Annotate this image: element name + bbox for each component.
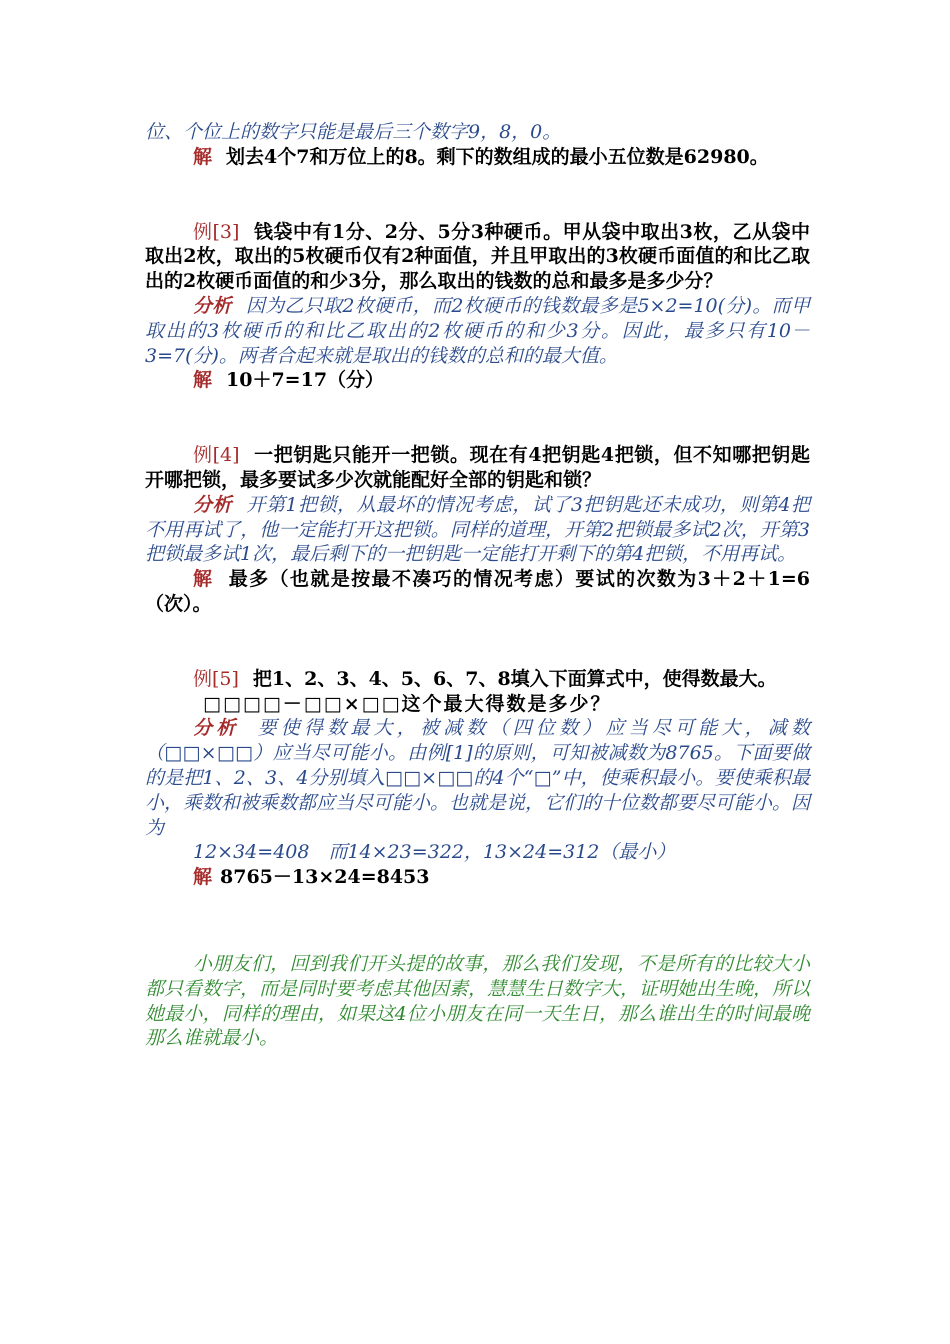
analysis-label: 分析 (193, 717, 240, 740)
example-4-question (145, 443, 810, 493)
example-3-solution-text: 10＋7=17（分） (226, 369, 385, 392)
example-4-solution-text: 最多（也就是按最不凑巧的情况考虑）要试的次数为3＋2＋1=6（次）。 (145, 568, 810, 615)
example-5-calculation: 12×34=408 而14×23=322，13×24=312（最小） (193, 841, 676, 864)
example-5-solution-text: 8765－13×24=8453 (220, 866, 430, 889)
intro-analysis-line: 位、个位上的数字只能是最后三个数字9，8，0。 (145, 121, 562, 143)
example-3-label: 例[3] (193, 220, 240, 243)
solution-label: 解 (193, 369, 213, 392)
example-3-analysis (145, 294, 810, 368)
solution-label: 解 (193, 145, 213, 168)
example-5-question-line2: □□□□－□□×□□这个最大得数是多少？ (203, 692, 612, 715)
example-3-solution (145, 368, 810, 393)
example-5-question (145, 667, 810, 692)
example-4-question-text: 一把钥匙只能开一把锁。现在有4把钥匙4把锁，但不知哪把钥匙开哪把锁，最多要试多少次就能配好全部的钥匙和锁？ (145, 444, 810, 491)
example-3-analysis-text: 因为乙只取2枚硬币，而2枚硬币的钱数最多是5×2=10(分)。而甲取出的3枚硬币的和比乙取出的2枚硬币的和少3分。因此，最多只有10－3=7(分)。两者合起来就是取出的钱数的总和的最大值。 (145, 294, 810, 367)
example-5-analysis (145, 716, 810, 840)
example-5-label: 例[5] (193, 667, 239, 690)
intro-solution-text: 划去4个7和万位上的8。剩下的数组成的最小五位数是62980。 (226, 145, 769, 168)
example-4-analysis (145, 493, 810, 567)
example-5-solution (145, 865, 810, 890)
analysis-label: 分析 (193, 294, 232, 317)
intro-solution (145, 145, 810, 170)
example-4-analysis-text: 开第1把锁，从最坏的情况考虑，试了3把钥匙还未成功，则第4把不用再试了，他一定能打开这把锁。同样的道理，开第2把锁最多试2次，开第3把锁最多试1次，最后剩下的一把钥匙一定能打开剩下的第4把锁，不用再试。 (145, 493, 810, 566)
closing-paragraph: 小朋友们，回到我们开头提的故事，那么我们发现，不是所有的比较大小都只看数字，而是同时要考虑其他因素，慧慧生日数字大，证明她出生晚，所以她最小，同样的理由，如果这4位小朋友在同一天生日，那么谁出生的时间最晚那么谁就最小。 (145, 952, 811, 1050)
solution-label: 解 (193, 568, 214, 591)
example-3-question (145, 220, 810, 294)
document-page (145, 120, 810, 1051)
example-5-question-line1: 把1、2、3、4、5、6、7、8填入下面算式中，使得数最大。 (252, 667, 777, 690)
example-4-label: 例[4] (193, 444, 240, 467)
example-3-question-text: 钱袋中有1分、2分、5分3种硬币。甲从袋中取出3枚，乙从袋中取出2枚，取出的5枚硬币仅有2种面值，并且甲取出的3枚硬币面值的和比乙取出的2枚硬币面值的和少3分，那么取出的钱数的总和最多是多少分？ (145, 220, 810, 293)
solution-label: 解 (193, 866, 213, 889)
example-5-analysis-text: 要使得数最大，被减数（四位数）应当尽可能大，减数（□□×□□）应当尽可能小。由例[1]的原则，可知被减数为8765。下面要做的是把1、2、3、4分别填入□□×□□的4个“□”中，使乘积最小。要使乘积最小，乘数和被乘数都应当尽可能小。也就是说，它们的十位数都要尽可能小。因为 (145, 717, 811, 839)
analysis-label: 分析 (193, 493, 232, 516)
example-4-solution (145, 567, 810, 617)
